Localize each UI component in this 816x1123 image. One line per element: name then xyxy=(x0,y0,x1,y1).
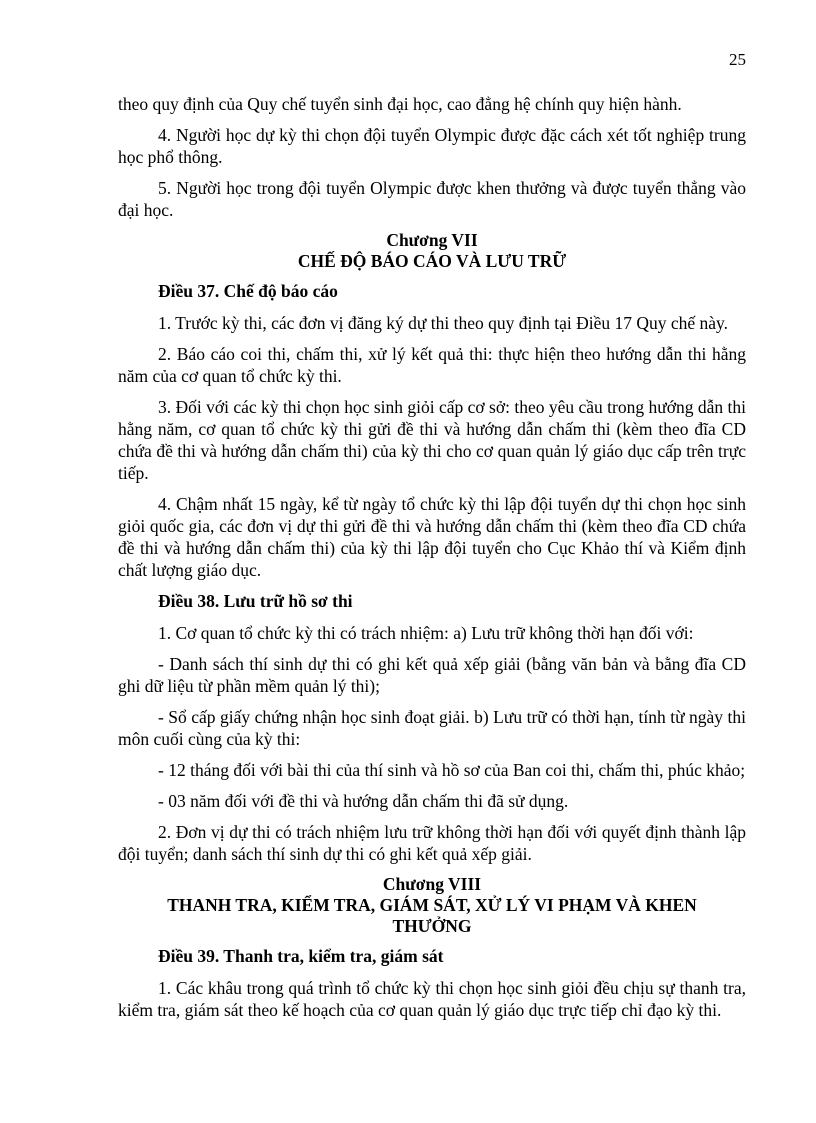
article-38-item-4: - 12 tháng đối với bài thi của thí sinh và hồ sơ của Ban coi thi, chấm thi, phúc khảo; xyxy=(158,760,746,780)
article-39-item-1: 1. Các khâu trong quá trình tổ chức kỳ thi chọn học sinh giỏi đều chịu sự thanh tra, kiểm tra, giám sát theo kế hoạch của cơ quan quản lý giáo dục trực tiếp chỉ đạo kỳ thi. xyxy=(118,978,746,1020)
chapter-8-title-line-2: THƯỞNG xyxy=(392,916,472,936)
article-38-item-3: - Sổ cấp giấy chứng nhận học sinh đoạt giải. b) Lưu trữ có thời hạn, tính từ ngày thi môn cuối cùng của kỳ thi: xyxy=(118,707,746,749)
paragraph-item-5: 5. Người học trong đội tuyển Olympic được khen thưởng và được tuyển thẳng vào đại học. xyxy=(118,178,746,220)
chapter-7-title: CHẾ ĐỘ BÁO CÁO VÀ LƯU TRỮ xyxy=(297,251,567,271)
chapter-8-title-line-1: THANH TRA, KIỂM TRA, GIÁM SÁT, XỬ LÝ VI PHẠM VÀ KHEN xyxy=(167,895,697,915)
article-38-item-5: - 03 năm đối với đề thi và hướng dẫn chấm thi đã sử dụng. xyxy=(158,791,569,811)
article-37-item-4: 4. Chậm nhất 15 ngày, kể từ ngày tổ chức kỳ thi lập đội tuyển dự thi chọn học sinh giỏi quốc gia, các đơn vị dự thi gửi đề thi và hướng dẫn chấm thi (kèm theo đĩa CD chứa đề thi và hướng dẫn chấm thi) của kỳ thi lập đội tuyển cho Cục Khảo thí và Kiểm định chất lượng giáo dục. xyxy=(118,494,746,580)
article-38-heading: Điều 38. Lưu trữ hồ sơ thi xyxy=(158,591,353,611)
article-38-item-6: 2. Đơn vị dự thi có trách nhiệm lưu trữ không thời hạn đối với quyết định thành lập đội tuyển; danh sách thí sinh dự thi có ghi kết quả xếp giải. xyxy=(118,822,746,864)
paragraph-item-4: 4. Người học dự kỳ thi chọn đội tuyển Olympic được đặc cách xét tốt nghiệp trung học phổ thông. xyxy=(118,125,746,167)
article-37-item-1: 1. Trước kỳ thi, các đơn vị đăng ký dự thi theo quy định tại Điều 17 Quy chế này. xyxy=(158,313,729,333)
article-39-heading: Điều 39. Thanh tra, kiểm tra, giám sát xyxy=(158,946,444,966)
chapter-8-heading xyxy=(118,874,746,937)
chapter-8-number: Chương VIII xyxy=(382,874,482,894)
page-content xyxy=(118,93,746,1030)
article-37-item-3: 3. Đối với các kỳ thi chọn học sinh giỏi cấp cơ sở: theo yêu cầu trong hướng dẫn thi hằng năm, cơ quan tổ chức kỳ thi gửi đề thi và hướng dẫn chấm thi (kèm theo đĩa CD chứa đề thi và hướng dẫn chấm thi) của kỳ thi cho cơ quan quản lý giáo dục cấp trên trực tiếp. xyxy=(118,397,746,483)
article-37-heading: Điều 37. Chế độ báo cáo xyxy=(158,281,338,301)
article-38-item-1: 1. Cơ quan tổ chức kỳ thi có trách nhiệm: a) Lưu trữ không thời hạn đối với: xyxy=(158,623,694,643)
article-37-item-2: 2. Báo cáo coi thi, chấm thi, xử lý kết quả thi: thực hiện theo hướng dẫn thi hằng năm của cơ quan tổ chức kỳ thi. xyxy=(118,344,746,386)
chapter-7-heading xyxy=(118,230,746,272)
chapter-7-number: Chương VII xyxy=(386,230,478,250)
page-number: 25 xyxy=(729,50,746,69)
article-38-item-2: - Danh sách thí sinh dự thi có ghi kết quả xếp giải (bằng văn bản và bằng đĩa CD ghi dữ liệu từ phần mềm quản lý thi); xyxy=(118,654,746,696)
paragraph-continuation: theo quy định của Quy chế tuyển sinh đại học, cao đẳng hệ chính quy hiện hành. xyxy=(118,94,682,114)
